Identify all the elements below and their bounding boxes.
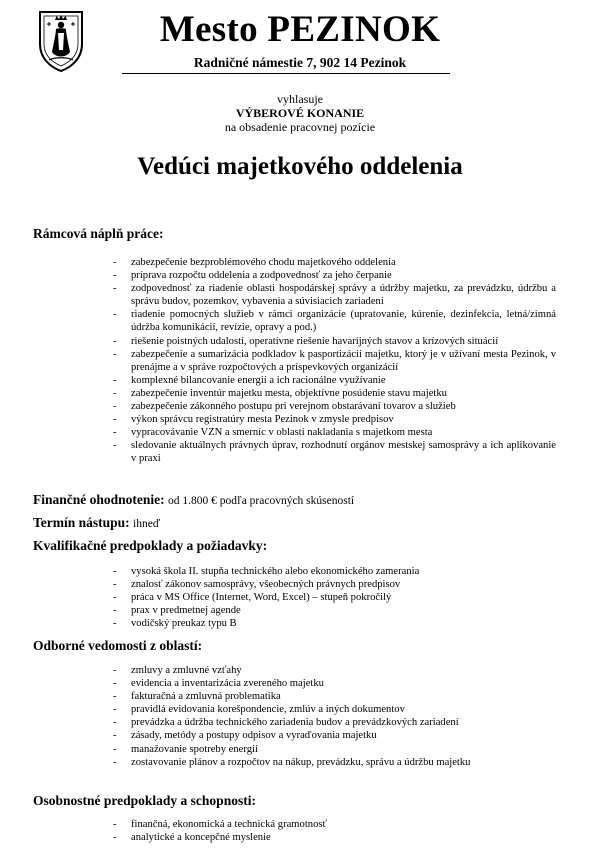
dash-bullet: - [113,678,117,690]
dash-bullet: - [113,374,117,386]
qualifications-list [0,565,600,630]
dash-bullet: - [113,427,117,439]
list-item: - analytické a koncepčné myslenie [113,832,271,844]
announcement-title: VÝBEROVÉ KONANIE [235,106,365,120]
list-item: - komplexné bilancovanie energií a ich racionálne využívanie [113,374,386,386]
dash-bullet: - [113,704,117,716]
list-item: - evidencia a inventarizácia zvereného majetku [113,678,324,690]
coat-of-arms-icon [38,10,84,72]
header-divider [122,73,450,74]
knowledge-list [0,664,600,769]
list-item: - riešenie poistných udalostí, operatívne riešenie havarijných stavov a krízových situácií [113,335,499,347]
list-item: - finančná, ekonomická a technická gramotnosť [113,819,328,830]
list-item: - prax v predmetnej agende [113,605,241,617]
dash-bullet: - [113,592,117,604]
start-date-label: Termín nástupu: [33,515,130,530]
list-item: - fakturačná a zmluvná problematika [113,691,281,703]
list-item: - výkon správcu registratúry mesta Pezinok v zmysle predpisov [113,414,394,426]
list-item: - zostavovanie plánov a rozpočtov na nákup, prevádzku, správu a údržbu majetku [113,756,471,768]
start-date-value: ihneď [133,518,161,530]
list-item: - riadenie pomocných služieb v rámci organizácie (upratovanie, kúrenie, dezinfekcia, letná/zimná údržba komunikácií, revízie, opravy a pod.) [113,309,556,334]
dash-bullet: - [113,618,117,630]
position-title: Vedúci majetkového oddelenia [137,153,463,180]
dash-bullet: - [113,270,117,282]
list-item: - znalosť zákonov samosprávy, všeobecných právnych predpisov [113,579,401,591]
dash-bullet: - [113,283,117,295]
dash-bullet: - [113,819,117,830]
dash-bullet: - [113,579,117,591]
list-item: - zabezpečenie bezproblémového chodu majetkového oddelenia [113,257,396,268]
dash-bullet: - [113,348,117,360]
dash-bullet: - [113,257,117,268]
list-item: - zásady, metódy a postupy odpisov a vyraďovania majetku [113,730,377,742]
list-item: - prevádzka a údržba technického zariadenia budov a prevádzkových zariadení [113,717,459,729]
dash-bullet: - [113,335,117,347]
list-item: - práca v MS Office (Internet, Word, Excel) – stupeň pokročilý [113,592,392,604]
announcement-line-3: na obsadenie pracovnej pozície [224,120,376,134]
list-item: - príprava rozpočtu oddelenia a zodpovednosť za jeho čerpanie [113,270,392,282]
qualifications-heading: Kvalifikačné predpoklady a požiadavky: [33,538,268,553]
dash-bullet: - [113,387,117,399]
dash-bullet: - [113,743,117,755]
duties-heading: Rámcová náplň práce: [33,226,164,241]
salary-row [33,492,354,509]
personal-list [0,818,600,844]
list-item: - vodičský preukaz typu B [113,618,237,630]
list-item: - manažovanie spotreby energií [113,743,258,755]
dash-bullet: - [113,566,117,577]
dash-bullet: - [113,730,117,742]
dash-bullet: - [113,605,117,617]
list-item: - zabezpečenie a sumarizácia podkladov k pasportizácii majetku, ktorý je v užívaní mesta Pezinok, v prenájme a v správe rozpočtových a príspevkových organizácií [113,348,556,373]
list-item: - sledovanie aktuálnych právnych úprav, rozhodnutí orgánov mestskej samosprávy a ich aplikovanie v praxi [113,440,556,465]
announcement-line-1: vyhlasuje [277,92,323,106]
start-date-row [33,515,160,532]
dash-bullet: - [113,440,117,452]
dash-bullet: - [113,401,117,413]
dash-bullet: - [113,665,117,676]
list-item: - vysoká škola II. stupňa technického alebo ekonomického zamerania [113,566,420,577]
duties-list [0,256,600,466]
dash-bullet: - [113,309,117,321]
dash-bullet: - [113,414,117,426]
salary-label: Finančné ohodnotenie: [33,492,165,507]
dash-bullet: - [113,717,117,729]
list-item: - vypracovávanie VZN a smerníc v oblasti nakladania s majetkom mesta [113,427,433,439]
town-name: Mesto PEZINOK [159,9,441,50]
list-item: - zabezpečenie inventúr majetku mesta, objektívne posúdenie stavu majetku [113,387,447,399]
town-address: Radničné námestie 7, 902 14 Pezinok [193,55,407,70]
knowledge-heading: Odborné vedomosti z oblastí: [33,638,203,653]
personal-heading: Osobnostné predpoklady a schopnosti: [33,793,256,808]
dash-bullet: - [113,691,117,703]
list-item: - zodpovednosť za riadenie oblasti hospodárskej správy a údržby majetku, za prevádzku, údržbu a správu budov, pozemkov, vybavenia a súvisiacich zariadení [113,283,556,308]
list-item: - zmluvy a zmluvné vzťahy [113,665,242,676]
dash-bullet: - [113,832,117,844]
list-item: - pravidlá evidovania korešpondencie, zmlúv a iných dokumentov [113,704,405,716]
salary-value: od 1.800 € podľa pracovných skúseností [168,495,355,507]
list-item: - zabezpečenie zákonného postupu pri verejnom obstarávaní tovarov a služieb [113,401,456,413]
dash-bullet: - [113,756,117,768]
